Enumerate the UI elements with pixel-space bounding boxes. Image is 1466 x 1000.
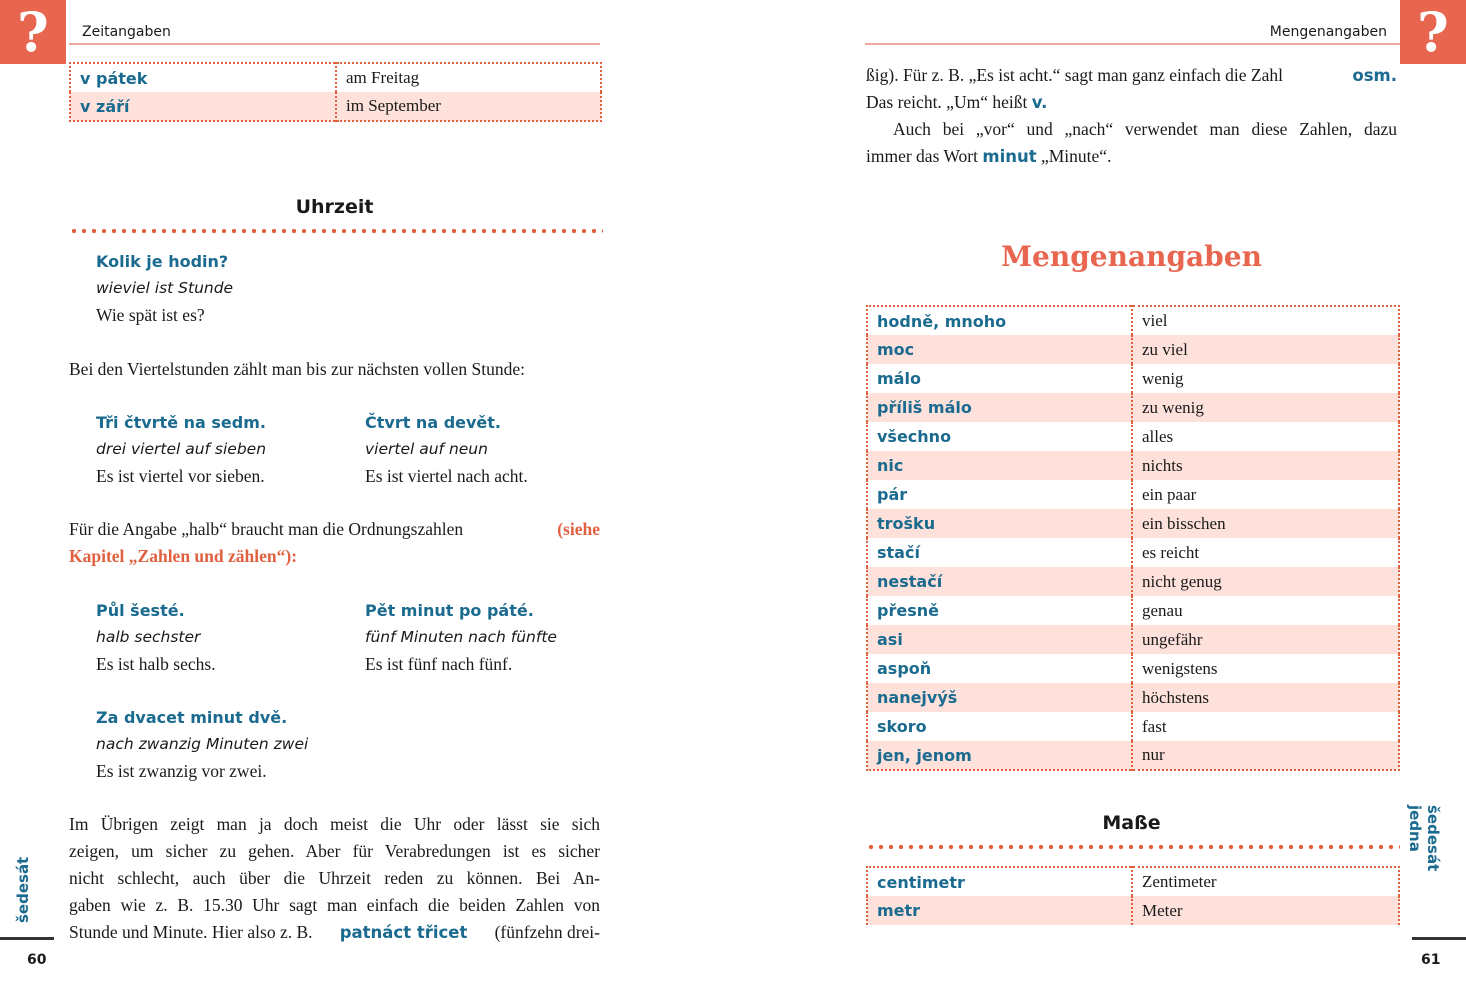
literal-translation: nach zwanzig Minuten zwei (96, 735, 309, 753)
german-term: Meter (1132, 896, 1399, 925)
vocab-table-quantities (866, 305, 1400, 771)
czech-term: hodně, mnoho (867, 306, 1132, 335)
german-term: nicht genug (1132, 567, 1399, 596)
czech-term: skoro (867, 712, 1132, 741)
czech-term: moc (867, 335, 1132, 364)
czech-term: všechno (867, 422, 1132, 451)
section-title: Maße (1102, 812, 1161, 834)
page-number: 60 (27, 952, 47, 968)
german-term: genau (1142, 600, 1183, 620)
czech-phrase: Tři čtvrtě na sedm. (96, 413, 266, 432)
table-row (867, 335, 1399, 364)
german-term: viel (1142, 311, 1168, 330)
table-row (867, 422, 1399, 451)
german-term: zu viel (1132, 335, 1399, 364)
czech-term: asi (867, 625, 1132, 654)
german-term: nichts (1132, 451, 1399, 480)
german-term: es reicht (1142, 542, 1200, 562)
paragraph (866, 62, 1397, 170)
example-block (96, 597, 216, 678)
literal-translation: halb sechster (96, 628, 201, 646)
german-term: höchstens (1132, 683, 1399, 712)
czech-term: pár (867, 480, 1132, 509)
czech-term: příliš málo (867, 393, 1132, 422)
german-term: ein paar (1142, 484, 1197, 504)
paragraph-text: (fünfzehn drei- (494, 922, 600, 942)
vocab-table-time (69, 62, 602, 122)
paragraph-text: Das reicht. „Um“ heißt (866, 92, 1028, 112)
czech-phrase: v. (1031, 93, 1048, 112)
czech-term: málo (867, 364, 1132, 393)
paragraph (69, 811, 600, 946)
vocab-table-measures (866, 866, 1400, 925)
chapter-title: Mengenangaben (1001, 240, 1262, 273)
paragraph-line: gaben wie z. B. 15.30 Uhr sagt man einfach die beiden Zahlen von (69, 895, 600, 915)
czech-phrase: Pět minut po páté. (365, 601, 534, 620)
czech-term: přesně (867, 596, 1132, 625)
paragraph-line: Im Übrigen zeigt man ja doch meist die Uhr oder lässt sie sich (69, 814, 600, 834)
czech-term: v září (70, 92, 336, 121)
table-row (867, 596, 1399, 625)
table-row (867, 393, 1399, 422)
german-translation: Es ist fünf nach fünf. (365, 654, 513, 674)
side-label-page-number-word: šedesát jedna (1406, 805, 1442, 872)
paragraph-text: Stunde und Minute. Hier also z. B. (69, 922, 313, 942)
table-row (867, 509, 1399, 538)
table-row (867, 480, 1399, 509)
czech-phrase: Půl šesté. (96, 601, 185, 620)
table-row (867, 867, 1399, 896)
paragraph-line: nicht schlecht, auch über die Uhrzeit reden zu können. Bei An- (69, 868, 600, 888)
table-row (867, 364, 1399, 393)
paragraph: Bei den Viertelstunden zählt man bis zur nächsten vollen Stunde: (69, 359, 525, 379)
table-row (867, 451, 1399, 480)
german-translation: Es ist viertel nach acht. (365, 466, 528, 486)
czech-term: v pátek (70, 63, 336, 92)
table-row (867, 896, 1399, 925)
german-term: am Freitag (346, 68, 420, 87)
table-row (867, 625, 1399, 654)
german-term: ein bisschen (1132, 509, 1399, 538)
literal-translation: wieviel ist Stunde (96, 279, 234, 297)
header-rule (865, 43, 1400, 45)
example-block (96, 704, 308, 785)
table-row (867, 538, 1399, 567)
german-translation: Es ist zwanzig vor zwei. (96, 761, 267, 781)
german-term: wenig (1142, 368, 1184, 388)
paragraph-line: Auch bei „vor“ und „nach“ verwendet man diese Zahlen, dazu (893, 119, 1397, 139)
czech-term: trošku (867, 509, 1132, 538)
german-term: zu wenig (1132, 393, 1399, 422)
literal-translation: drei viertel auf sieben (96, 440, 267, 458)
running-head: Zeitangaben (82, 24, 171, 40)
czech-term: jen, jenom (867, 741, 1132, 770)
czech-term: stačí (867, 538, 1132, 567)
side-label-page-number-word: šedesát (14, 856, 32, 923)
german-term: alles (1142, 426, 1174, 446)
german-term: fast (1142, 716, 1167, 736)
table-row (867, 683, 1399, 712)
header-rule (69, 43, 600, 45)
table-row (70, 63, 601, 92)
dotted-divider (69, 228, 603, 234)
paragraph-text: ßig). Für z. B. „Es ist acht.“ sagt man ganz einfach die Zahl (866, 65, 1283, 85)
footer-rule (0, 937, 54, 940)
example-block (96, 248, 233, 329)
table-row (867, 712, 1399, 741)
literal-translation: fünf Minuten nach fünfte (365, 628, 557, 646)
czech-term: nic (867, 451, 1132, 480)
czech-phrase: patnáct třicet (339, 923, 468, 942)
german-term: nur (1132, 741, 1399, 770)
czech-phrase: Za dvacet minut dvě. (96, 708, 288, 727)
question-mark-icon: ? (1400, 0, 1466, 64)
german-translation: Es ist viertel vor sieben. (96, 466, 265, 486)
paragraph-text: „Minute“. (1040, 146, 1112, 166)
right-page (733, 0, 1466, 1000)
literal-translation: viertel auf neun (365, 440, 488, 458)
czech-term: aspoň (867, 654, 1132, 683)
example-block (96, 409, 266, 490)
czech-phrase: Čtvrt na devět. (365, 413, 501, 432)
table-row (867, 567, 1399, 596)
table-row (70, 92, 601, 121)
czech-term: nanejvýš (867, 683, 1132, 712)
german-term: im September (336, 92, 601, 121)
footer-rule (1412, 937, 1466, 940)
german-term: wenigstens (1142, 658, 1218, 678)
section-title: Uhrzeit (295, 196, 374, 218)
paragraph-text: Für die Angabe „halb“ braucht man die Ordnungszahlen (69, 519, 464, 539)
czech-term: centimetr (867, 867, 1132, 896)
german-translation: Wie spät ist es? (96, 305, 205, 325)
paragraph-line: zeigen, um sicher zu gehen. Aber für Verabredungen ist es sicher (69, 841, 600, 861)
running-head: Mengenangaben (1269, 24, 1387, 40)
paragraph (69, 516, 600, 570)
czech-phrase: minut (982, 147, 1037, 166)
example-block (365, 597, 557, 678)
chapter-reference: Kapitel „Zahlen und zählen“): (69, 546, 298, 566)
german-translation: Es ist halb sechs. (96, 654, 216, 674)
czech-phrase: osm. (1352, 66, 1397, 85)
table-row (867, 741, 1399, 770)
czech-term: metr (867, 896, 1132, 925)
chapter-reference: (siehe (557, 519, 600, 539)
german-term: Zentimeter (1142, 872, 1217, 891)
paragraph-text: immer das Wort (866, 146, 978, 166)
czech-term: nestačí (867, 567, 1132, 596)
table-row (867, 654, 1399, 683)
example-block (365, 409, 528, 490)
czech-phrase: Kolik je hodin? (96, 252, 229, 271)
question-mark-icon: ? (0, 0, 66, 64)
page-number: 61 (1421, 952, 1441, 968)
table-row (867, 306, 1399, 335)
dotted-divider (866, 844, 1400, 850)
german-term: ungefähr (1132, 625, 1399, 654)
